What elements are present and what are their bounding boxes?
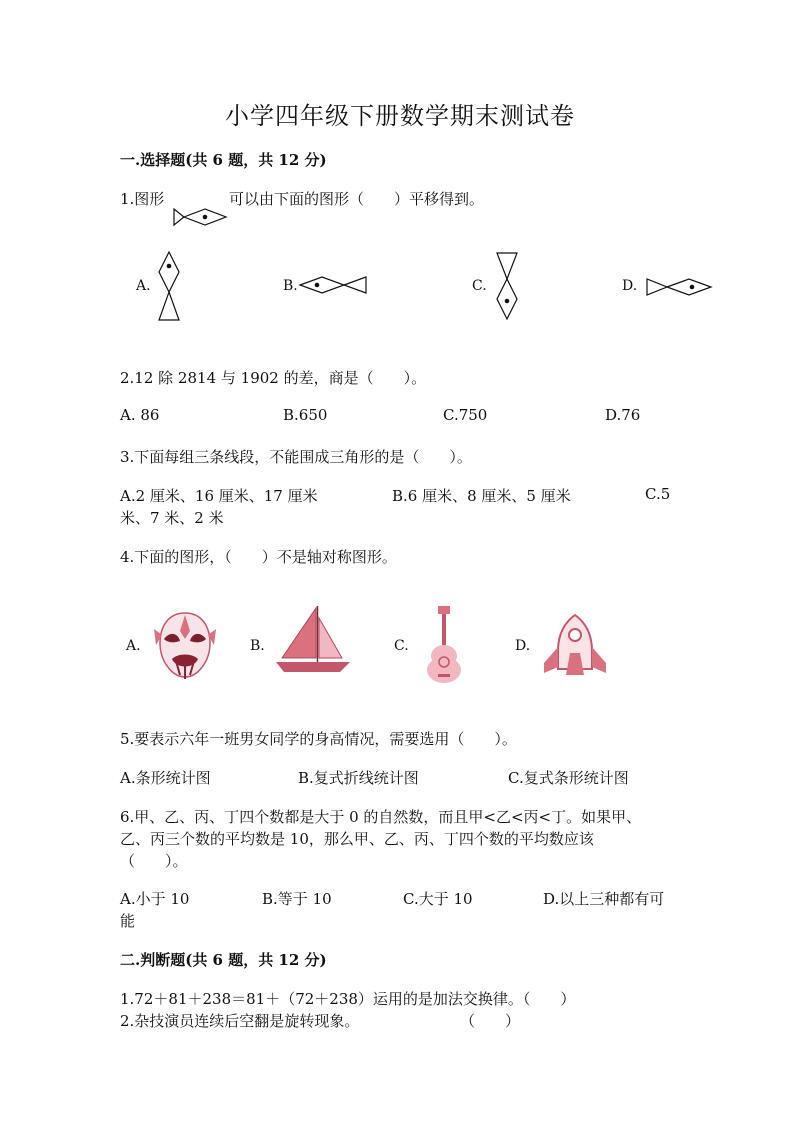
q1-text-before: 1.图形 xyxy=(120,190,165,208)
q2-option-d[interactable]: D.76 xyxy=(605,406,641,424)
judgment-2-text: 2.杂技演员连续后空翻是旋转现象。 xyxy=(120,1012,360,1030)
q5-option-c[interactable]: C.复式条形统计图 xyxy=(508,769,629,787)
q4-option-d-label[interactable]: D. xyxy=(515,638,531,654)
q2-option-b[interactable]: B.650 xyxy=(283,406,328,424)
q1-option-b-label[interactable]: B. xyxy=(283,278,298,294)
section-heading-judgment: 二.判断题(共 6 题，共 12 分) xyxy=(120,951,327,969)
q6-option-b[interactable]: B.等于 10 xyxy=(262,890,332,908)
q1-option-c-label[interactable]: C. xyxy=(472,278,487,294)
q1-option-b-figure-icon[interactable] xyxy=(298,274,370,296)
q6-line2: 乙、丙三个数的平均数是 10，那么甲、乙、丙、丁四个数的平均数应该 xyxy=(120,830,594,848)
q4-option-b-label[interactable]: B. xyxy=(250,638,265,654)
q4-option-c-label[interactable]: C. xyxy=(394,638,409,654)
page-title: 小学四年级下册数学期末测试卷 xyxy=(225,102,575,130)
q6-option-c[interactable]: C.大于 10 xyxy=(403,890,473,908)
section-heading-choice: 一.选择题(共 6 题，共 12 分) xyxy=(120,151,327,169)
q4-option-a-opera-mask-icon[interactable] xyxy=(150,609,220,681)
q4-option-d-rocket-icon[interactable] xyxy=(538,611,612,679)
judgment-1-text: 1.72＋81＋238＝81＋（72＋238）运用的是加法交换律。（ ） xyxy=(120,990,576,1008)
q4-option-b-sailboat-icon[interactable] xyxy=(274,604,354,674)
q1-option-d-label[interactable]: D. xyxy=(622,278,638,294)
q3-option-c-wrap: 米、7 米、2 米 xyxy=(120,509,224,527)
q6-line1: 6.甲、乙、丙、丁四个数都是大于 0 的自然数，而且甲<乙<丙<丁。如果甲、 xyxy=(120,808,642,826)
q6-option-a[interactable]: A.小于 10 xyxy=(120,890,190,908)
q3-option-a[interactable]: A.2 厘米、16 厘米、17 厘米 xyxy=(120,487,318,505)
judgment-2-answer-blank[interactable]: （ ） xyxy=(460,1012,521,1030)
q1-option-d-figure-icon[interactable] xyxy=(645,276,715,298)
q6-line3: （ ）。 xyxy=(120,852,188,870)
q1-text-after: 可以由下面的图形（ ）平移得到。 xyxy=(229,190,485,208)
q3-option-b[interactable]: B.6 厘米、8 厘米、5 厘米 xyxy=(392,487,571,505)
q3-option-c[interactable]: C.5 xyxy=(645,485,671,503)
q5-option-b[interactable]: B.复式折线统计图 xyxy=(298,769,419,787)
q2-option-a[interactable]: A. 86 xyxy=(120,406,160,424)
q1-target-figure-icon xyxy=(172,206,228,228)
q1-option-a-label[interactable]: A. xyxy=(136,278,151,294)
q5-text: 5.要表示六年一班男女同学的身高情况，需要选用（ ）。 xyxy=(120,730,517,748)
q4-option-c-guitar-icon[interactable] xyxy=(422,604,466,686)
q1-option-c-figure-icon[interactable] xyxy=(495,251,519,323)
q6-option-d-wrap: 能 xyxy=(120,912,136,930)
q3-text: 3.下面每组三条线段，不能围成三角形的是（ ）。 xyxy=(120,448,472,466)
q4-text: 4.下面的图形，（ ）不是轴对称图形。 xyxy=(120,548,397,566)
q6-option-d[interactable]: D.以上三种都有可 xyxy=(543,890,665,908)
q4-option-a-label[interactable]: A. xyxy=(126,638,141,654)
q2-option-c[interactable]: C.750 xyxy=(443,406,488,424)
q1-option-a-figure-icon[interactable] xyxy=(157,250,181,322)
q2-text: 2.12 除 2814 与 1902 的差，商是（ ）。 xyxy=(120,369,427,387)
q5-option-a[interactable]: A.条形统计图 xyxy=(120,769,211,787)
